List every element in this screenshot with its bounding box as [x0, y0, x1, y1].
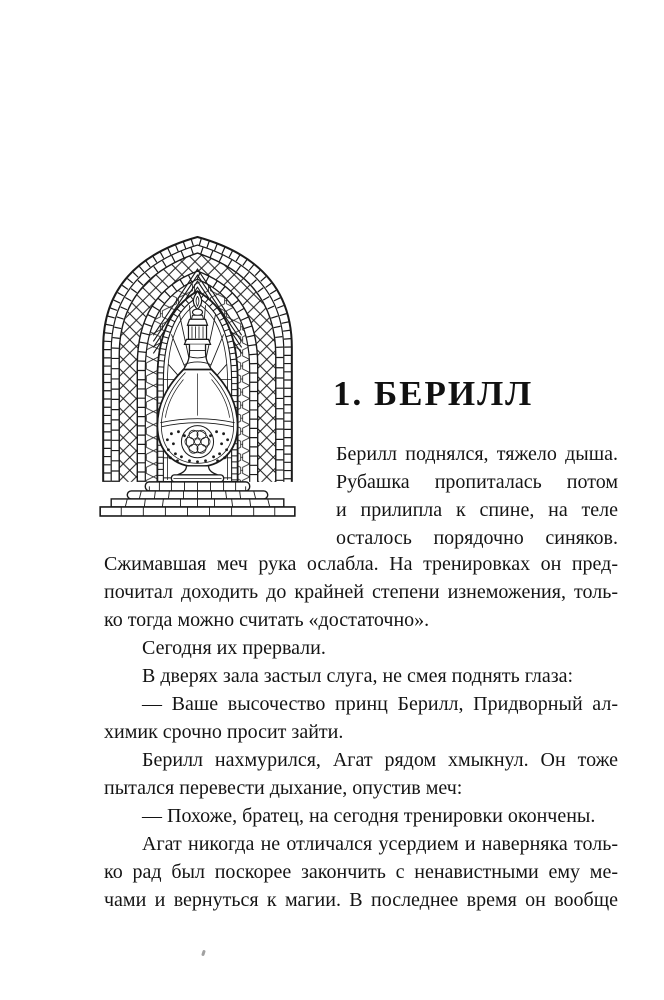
- text-line: Сегодня их прервали.: [142, 637, 326, 659]
- text-line: — Ваше высочество принц Берилл, Придворный ал-: [142, 693, 618, 715]
- print-speck: [201, 950, 206, 957]
- text-line: ко рад был поскорее закончить с ненавистными ему ме-: [104, 861, 618, 883]
- text-line: чами и вернуться к магии. В последнее время он вообще: [104, 889, 618, 911]
- text-line: осталось порядочно синяков.: [336, 527, 618, 549]
- text-line: Берилл нахмурился, Агат рядом хмыкнул. Он тоже: [142, 749, 618, 771]
- text-line: — Похоже, братец, на сегодня тренировки окончены.: [142, 805, 596, 827]
- text-line: Агат никогда не отличался усердием и наверняка толь-: [142, 833, 618, 855]
- text-line: пытался перевести дыхание, опустив меч:: [104, 777, 463, 799]
- chapter-heading: 1. БЕРИЛЛ: [333, 374, 534, 413]
- illustration-stained-glass-window: [97, 229, 298, 520]
- text-line: В дверях зала застыл слуга, не смея поднять глаза:: [142, 665, 574, 687]
- text-column-beside-illustration: [336, 440, 618, 552]
- stained-glass-window-icon: [97, 229, 298, 520]
- text-line: и прилипла к спине, на теле: [336, 499, 618, 521]
- text-line: Рубашка пропиталась потом: [336, 471, 618, 493]
- text-line: ко тогда можно считать «достаточно».: [104, 609, 430, 631]
- text-line: почитал доходить до крайней степени изнеможения, толь-: [104, 581, 618, 603]
- text-line: химик срочно просит зайти.: [104, 721, 344, 743]
- text-line: Берилл поднялся, тяжело дыша.: [336, 443, 618, 465]
- text-line: Сжимавшая меч рука ослабла. На тренировках он пред-: [104, 553, 618, 575]
- body-text-block: [104, 550, 618, 914]
